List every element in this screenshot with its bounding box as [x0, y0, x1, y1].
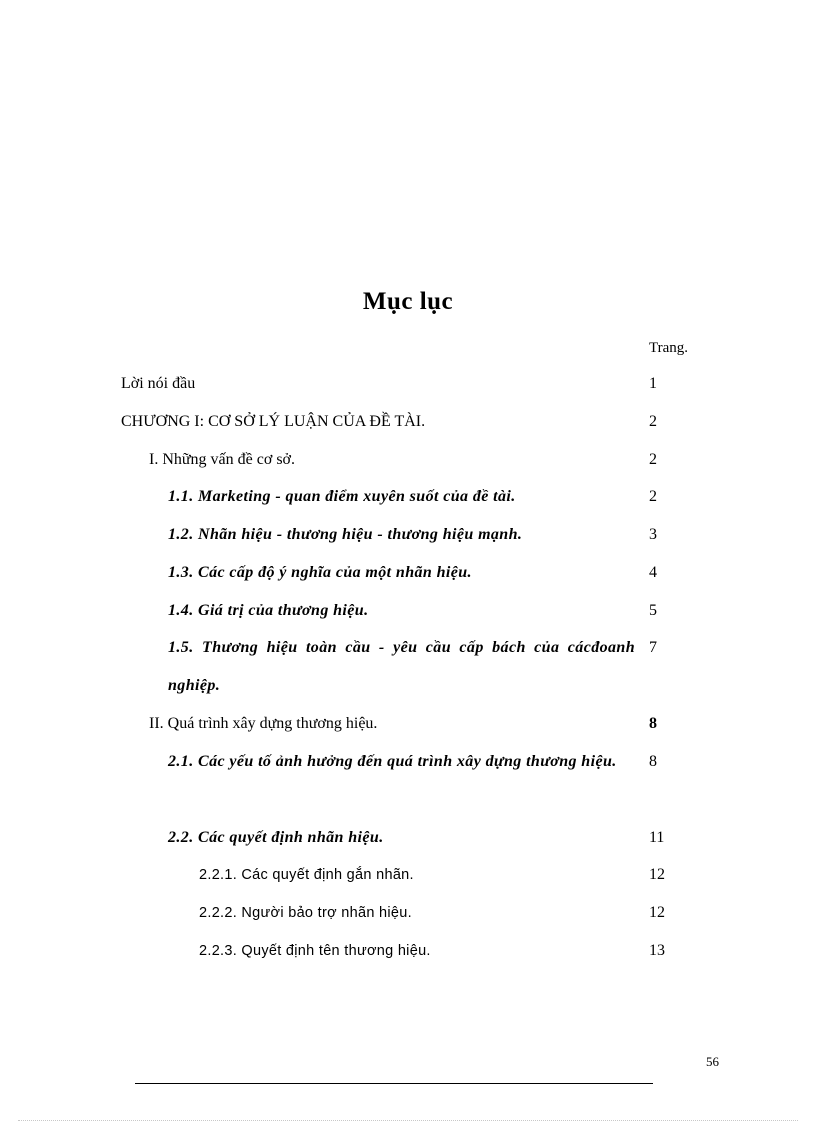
- toc-page-number: 12: [649, 904, 665, 921]
- toc-entry-chapter-1[interactable]: [121, 403, 621, 441]
- toc-entry-2-2-3[interactable]: [199, 932, 619, 970]
- toc-page-number: 2: [649, 451, 657, 468]
- toc-entry-text: 1.3. Các cấp độ ý nghĩa của một nhãn hiệu.: [168, 564, 472, 581]
- toc-entry-1-2[interactable]: [168, 516, 635, 554]
- toc-page-number: 3: [649, 526, 657, 543]
- toc-page-number: 13: [649, 942, 665, 959]
- toc-entry-1-1[interactable]: [168, 478, 635, 516]
- toc-entry-text: 2.2.3. Quyết định tên thương hiệu.: [199, 943, 431, 959]
- page-boundary: [18, 1120, 798, 1121]
- footer-divider: [135, 1083, 653, 1084]
- toc-entry-text: CHƯƠNG I: CƠ SỞ LÝ LUẬN CỦA ĐỀ TÀI.: [121, 413, 426, 430]
- toc-entry-text: 2.2. Các quyết định nhãn hiệu.: [168, 829, 384, 846]
- toc-entry-preface[interactable]: [121, 365, 621, 403]
- page-column-label: Trang.: [649, 340, 689, 356]
- toc-page-number: 8: [649, 715, 657, 732]
- toc-page-number: 4: [649, 564, 657, 581]
- toc-entry-2-2-2[interactable]: [199, 894, 619, 932]
- toc-entry-section-ii[interactable]: [149, 705, 629, 743]
- toc-entry-text: 1.5. Thương hiệu toàn cầu - yêu cầu cấp bách của cácđoanh nghiệp.: [168, 639, 635, 694]
- toc-entry-text: 2.2.1. Các quyết định gắn nhãn.: [199, 867, 414, 883]
- toc-entry-text: Lời nói đầu: [121, 375, 196, 392]
- toc-page-number: 7: [649, 639, 657, 656]
- toc-page-number: 11: [649, 829, 665, 846]
- toc-entry-2-1[interactable]: [168, 743, 635, 781]
- toc-page-number: 5: [649, 602, 657, 619]
- toc-entry-text: II. Quá trình xây dựng thương hiệu.: [149, 715, 378, 732]
- toc-entry-text: 1.2. Nhãn hiệu - thương hiệu - thương hiệu mạnh.: [168, 526, 523, 543]
- toc-entry-1-4[interactable]: [168, 592, 635, 630]
- page-title: Mục lục: [362, 288, 454, 315]
- toc-page-number: 2: [649, 488, 657, 505]
- toc-entry-1-5[interactable]: [168, 629, 635, 705]
- page-number: 56: [706, 1054, 719, 1069]
- toc-entry-text: 1.1. Marketing - quan điểm xuyên suốt của đề tài.: [168, 488, 516, 505]
- toc-entry-2-2[interactable]: [168, 819, 635, 857]
- toc-entry-text: 1.4. Giá trị của thương hiệu.: [168, 602, 369, 619]
- toc-page-number: 12: [649, 866, 665, 883]
- toc-page-number: 1: [649, 375, 657, 392]
- toc-entry-text: I. Những vấn đề cơ sở.: [149, 451, 296, 468]
- toc-entry-section-i[interactable]: [149, 441, 629, 479]
- toc-page-number: 8: [649, 753, 657, 770]
- toc-page-number: 2: [649, 413, 657, 430]
- toc-entry-text: 2.1. Các yếu tố ảnh hưởng đến quá trình xây dựng thương hiệu.: [168, 753, 617, 770]
- toc-entry-2-2-1[interactable]: [199, 856, 619, 894]
- toc-entry-1-3[interactable]: [168, 554, 635, 592]
- toc-entry-text: 2.2.2. Người bảo trợ nhãn hiệu.: [199, 905, 412, 921]
